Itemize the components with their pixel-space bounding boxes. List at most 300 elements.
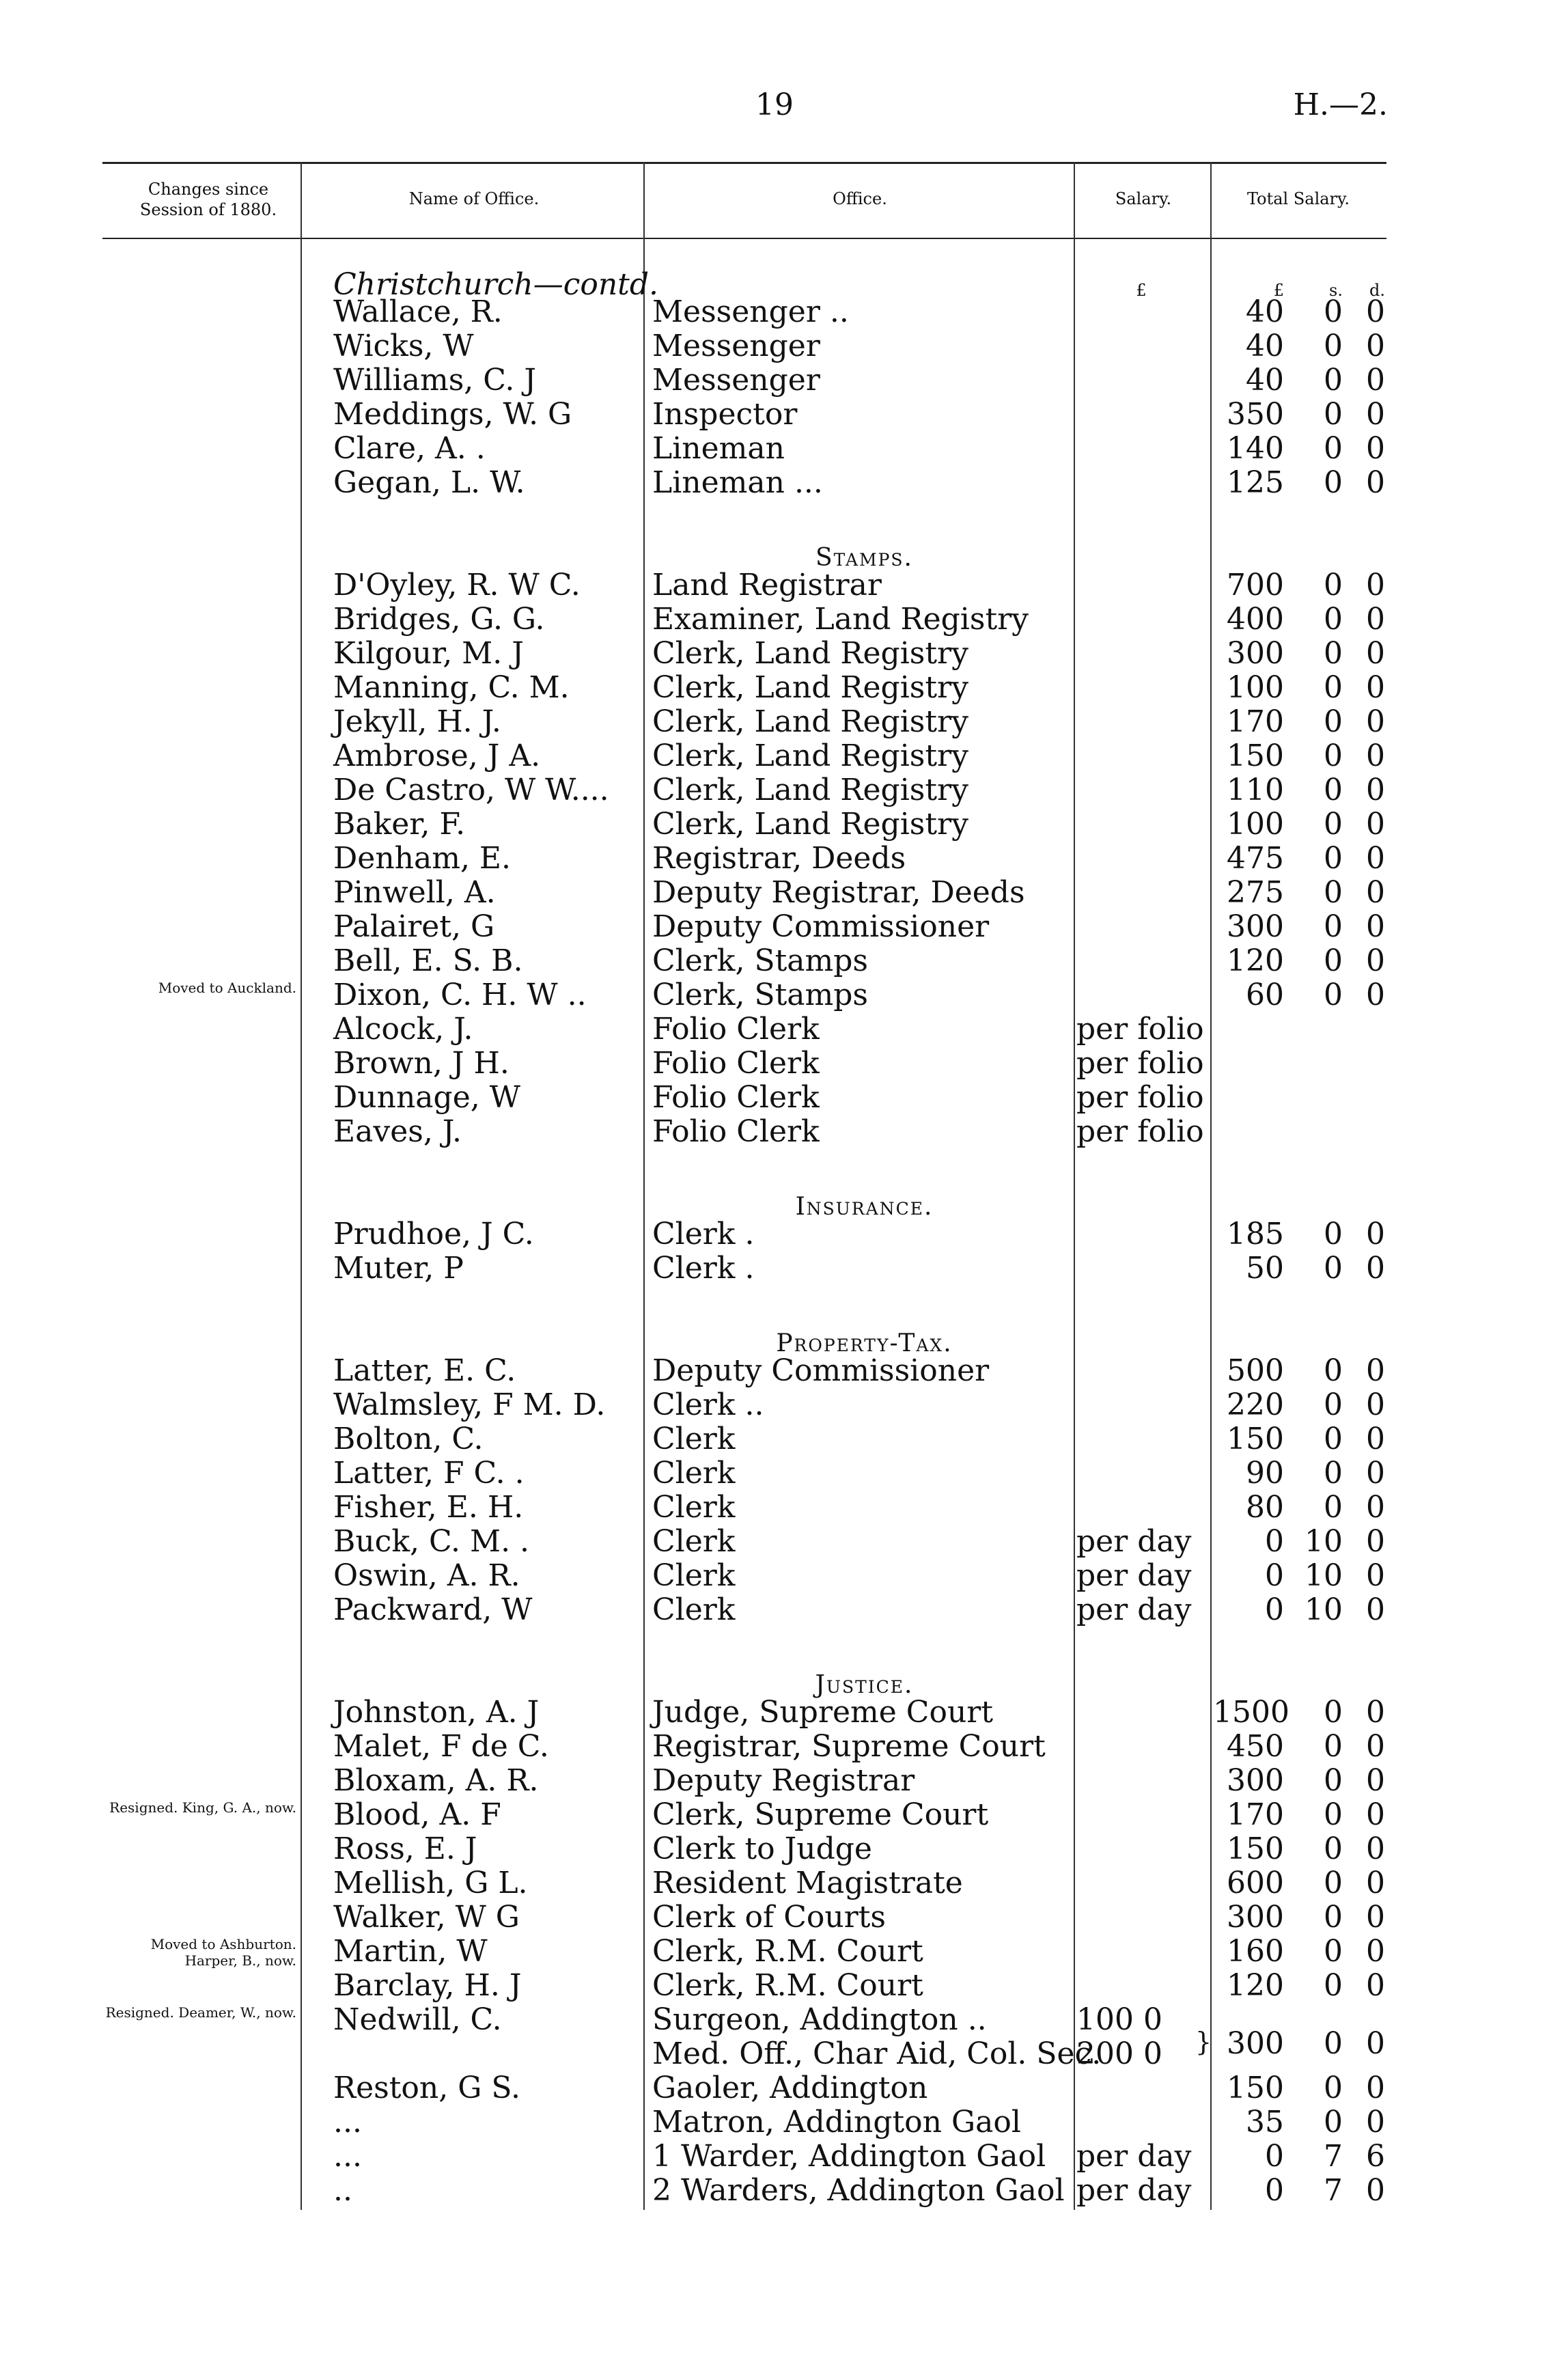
total-shillings: 0: [1324, 943, 1343, 978]
table-row: [0, 1969, 1549, 2003]
office-title: Clerk .: [652, 1251, 755, 1286]
office-title: Clerk: [652, 1490, 736, 1525]
office-holder-name: Meddings, W. G: [333, 397, 572, 432]
office-holder-name: Wallace, R.: [333, 294, 503, 329]
office-holder-name: Bloxam, A. R.: [333, 1763, 539, 1798]
total-pence: 0: [1366, 1831, 1385, 1866]
table-row: [0, 773, 1549, 807]
salary-value: per folio: [1076, 1080, 1204, 1115]
office-title: Messenger ..: [652, 294, 849, 329]
office-holder-name: Buck, C. M. .: [333, 1524, 530, 1559]
table-row: [0, 739, 1549, 773]
total-shillings: 0: [1324, 1831, 1343, 1866]
total-shillings: 10: [1304, 1558, 1343, 1593]
office-title: Clerk, Land Registry: [652, 807, 968, 842]
total-pence: 0: [1366, 1217, 1385, 1251]
pence-unit: d.: [1369, 281, 1385, 300]
header-top-rule: [102, 162, 1386, 164]
total-pence: 0: [1366, 294, 1385, 329]
office-title: Clerk .: [652, 1217, 755, 1251]
office-title: Folio Clerk: [652, 1114, 820, 1149]
header-changes-line1: Changes since: [148, 180, 269, 199]
office-holder-name: Palairet, G: [333, 909, 495, 944]
office-holder-name: Packward, W: [333, 1592, 533, 1627]
table-row: [0, 910, 1549, 944]
total-pence: 6: [1366, 2139, 1385, 2174]
office-title: Clerk, Stamps: [652, 978, 868, 1012]
table-row: [0, 1047, 1549, 1081]
office-holder-name: Pinwell, A.: [333, 875, 496, 910]
office-holder-name: Latter, E. C.: [333, 1353, 516, 1388]
total-shillings: 0: [1324, 1353, 1343, 1388]
office-title: Clerk, Land Registry: [652, 636, 968, 671]
section-justice: Justice.: [815, 1671, 914, 1699]
total-pounds: 100: [1227, 670, 1284, 705]
office-title: Folio Clerk: [652, 1080, 820, 1115]
shillings-unit: s.: [1329, 281, 1343, 300]
section-insurance: Insurance.: [795, 1193, 934, 1221]
total-pence: 0: [1366, 1592, 1385, 1627]
office-holder-name: Jekyll, H. J.: [333, 704, 501, 739]
total-pounds: 300: [1227, 909, 1284, 944]
header-changes-line2: Session of 1880.: [139, 200, 277, 219]
section-property-tax: Property-Tax.: [776, 1329, 953, 1357]
table-row: [0, 1866, 1549, 1900]
total-pence: 0: [1366, 1558, 1385, 1593]
total-pounds: 1500: [1213, 1695, 1289, 1730]
salary-value: per day: [1076, 1592, 1192, 1627]
total-shillings: 0: [1324, 363, 1343, 398]
salary-value: per day: [1076, 2173, 1192, 2208]
office-title: Clerk, Stamps: [652, 943, 868, 978]
total-shillings: 7: [1324, 2139, 1343, 2174]
table-row: [0, 1388, 1549, 1422]
office-title: Clerk: [652, 1592, 736, 1627]
total-pence: 0: [1366, 773, 1385, 807]
total-pounds: 150: [1227, 2071, 1284, 2105]
office-holder-name: ...: [333, 2139, 362, 2174]
page-ref: H.—2.: [1293, 87, 1388, 122]
office-holder-name: Gegan, L. W.: [333, 465, 525, 500]
table-row: [0, 944, 1549, 978]
office-title: 2 Warders, Addington Gaol: [652, 2173, 1065, 2208]
office-holder-name: Mellish, G L.: [333, 1866, 528, 1900]
total-pounds: 60: [1246, 978, 1284, 1012]
total-pence: 0: [1366, 1934, 1385, 1969]
table-row: [0, 637, 1549, 671]
total-pence: 0: [1366, 670, 1385, 705]
table-row: [0, 398, 1549, 432]
office-title: Med. Off., Char Aid, Col. Sec.: [652, 2036, 1102, 2071]
brace-icon: }: [1195, 2027, 1212, 2057]
table-row: [0, 1217, 1549, 1251]
office-holder-name: Williams, C. J: [333, 363, 536, 398]
page-number: 19: [755, 87, 794, 122]
pounds-unit: £: [1273, 281, 1284, 300]
total-pounds: 170: [1227, 704, 1284, 739]
total-pounds: 80: [1246, 1490, 1284, 1525]
office-title: Clerk ..: [652, 1387, 764, 1422]
total-pounds: 450: [1227, 1729, 1284, 1764]
total-pence: 0: [1366, 1456, 1385, 1491]
office-title: Deputy Registrar, Deeds: [652, 875, 1025, 910]
table-row: [0, 329, 1549, 363]
office-title: Deputy Commissioner: [652, 1353, 990, 1388]
total-pence: 0: [1366, 1968, 1385, 2003]
table-row: [0, 1012, 1549, 1047]
table-row: [0, 1491, 1549, 1525]
total-pence: 0: [1366, 568, 1385, 603]
total-shillings: 0: [1324, 1456, 1343, 1491]
header-bottom-rule: [102, 238, 1386, 239]
total-shillings: 0: [1324, 704, 1343, 739]
total-shillings: 0: [1324, 465, 1343, 500]
total-pence: 0: [1366, 1524, 1385, 1559]
total-shillings: 0: [1324, 875, 1343, 910]
table-row: [0, 432, 1549, 466]
table-row: [0, 1456, 1549, 1491]
office-title: Inspector: [652, 397, 798, 432]
office-holder-name: Bolton, C.: [333, 1422, 484, 1456]
total-pounds: 35: [1246, 2105, 1284, 2140]
total-pence: 0: [1366, 1387, 1385, 1422]
office-title: Clerk, Land Registry: [652, 670, 968, 705]
table-row: [0, 568, 1549, 603]
office-title: Examiner, Land Registry: [652, 602, 1029, 637]
table-row: [0, 1696, 1549, 1730]
office-title: Matron, Addington Gaol: [652, 2105, 1021, 2140]
table-row: [0, 978, 1549, 1012]
salary-value: per folio: [1076, 1012, 1204, 1047]
total-pounds: 275: [1227, 875, 1284, 910]
total-pounds: 125: [1227, 465, 1284, 500]
total-shillings: 0: [1324, 807, 1343, 842]
total-pence: 0: [1366, 978, 1385, 1012]
total-pence: 0: [1366, 431, 1385, 466]
table-row: [0, 1798, 1549, 1832]
office-title: Clerk, Supreme Court: [652, 1797, 989, 1832]
section-stamps: Stamps.: [815, 544, 913, 572]
total-shillings: 0: [1324, 1900, 1343, 1935]
total-shillings: 10: [1304, 1592, 1343, 1627]
office-title: Surgeon, Addington ..: [652, 2002, 987, 2037]
office-title: Clerk of Courts: [652, 1900, 887, 1935]
total-pence: 0: [1366, 1866, 1385, 1900]
total-pence: 0: [1366, 1251, 1385, 1286]
office-title: Lineman ...: [652, 465, 823, 500]
office-holder-name: Oswin, A. R.: [333, 1558, 520, 1593]
salary-value: per day: [1076, 1524, 1192, 1559]
total-pounds: 40: [1246, 363, 1284, 398]
office-holder-name: Walker, W G: [333, 1900, 520, 1935]
table-row: [0, 2071, 1549, 2105]
office-holder-name: Dunnage, W: [333, 1080, 520, 1115]
total-pounds: 700: [1227, 568, 1284, 603]
table-row: [0, 1525, 1549, 1559]
office-holder-name: Johnston, A. J: [333, 1695, 540, 1730]
total-pence: 0: [1366, 841, 1385, 876]
total-pounds: 300: [1227, 1900, 1284, 1935]
total-pounds: 90: [1246, 1456, 1284, 1491]
table-row: [0, 1935, 1549, 1969]
header-office: Office.: [833, 189, 887, 208]
total-shillings: 0: [1324, 1729, 1343, 1764]
total-shillings: 0: [1324, 602, 1343, 637]
total-pounds: 185: [1227, 1217, 1284, 1251]
total-pounds: 120: [1227, 943, 1284, 978]
total-shillings: 0: [1324, 1422, 1343, 1456]
office-title: Judge, Supreme Court: [652, 1695, 993, 1730]
total-pounds: 0: [1265, 1592, 1284, 1627]
office-title: Clerk, Land Registry: [652, 738, 968, 773]
total-pence: 0: [1366, 329, 1385, 363]
total-pounds: 300: [1227, 636, 1284, 671]
nedwill-total-row: [0, 2027, 1549, 2061]
total-pence: 0: [1366, 704, 1385, 739]
total-pounds: 150: [1227, 1831, 1284, 1866]
total-pounds: 0: [1265, 2139, 1284, 2174]
header-changes: [116, 179, 301, 220]
office-holder-name: Reston, G S.: [333, 2071, 520, 2105]
office-title: Messenger: [652, 363, 820, 398]
table-row: [0, 876, 1549, 910]
total-pence: 0: [1366, 1695, 1385, 1730]
total-pounds: 100: [1227, 807, 1284, 842]
office-holder-name: Muter, P: [333, 1251, 464, 1286]
total-pence: 0: [1366, 807, 1385, 842]
table-row: [0, 1422, 1549, 1456]
total-shillings: 0: [1324, 841, 1343, 876]
office-holder-name: Malet, F de C.: [333, 1729, 549, 1764]
table-row: [0, 1115, 1549, 1149]
office-holder-name: Manning, C. M.: [333, 670, 570, 705]
office-holder-name: Barclay, H. J: [333, 1968, 522, 2003]
office-holder-name: Latter, F C. .: [333, 1456, 525, 1491]
header-total-salary: Total Salary.: [1246, 189, 1350, 208]
table-row: [0, 1081, 1549, 1115]
table-row: [0, 363, 1549, 398]
total-pence: 0: [1366, 2105, 1385, 2140]
office-holder-name: Brown, J H.: [333, 1046, 510, 1081]
office-holder-name: Baker, F.: [333, 807, 466, 842]
office-holder-name: Prudhoe, J C.: [333, 1217, 534, 1251]
total-pence: 0: [1366, 738, 1385, 773]
total-pence: 0: [1366, 2071, 1385, 2105]
office-title: Folio Clerk: [652, 1012, 820, 1047]
office-title: Lineman: [652, 431, 785, 466]
total-shillings: 0: [1324, 329, 1343, 363]
total-shillings: 0: [1324, 1695, 1343, 1730]
total-pounds: 40: [1246, 329, 1284, 363]
salary-value: 200 0: [1076, 2036, 1162, 2071]
office-title: Registrar, Supreme Court: [652, 1729, 1046, 1764]
total-pounds: 350: [1227, 397, 1284, 432]
total-shillings: 0: [1324, 773, 1343, 807]
total-shillings: 0: [1324, 2026, 1343, 2061]
table-row: [0, 1764, 1549, 1798]
office-holder-name: Dixon, C. H. W ..: [333, 978, 587, 1012]
total-shillings: 0: [1324, 1251, 1343, 1286]
total-pounds: 140: [1227, 431, 1284, 466]
total-pounds: 0: [1265, 2173, 1284, 2208]
office-holder-name: Fisher, E. H.: [333, 1490, 524, 1525]
total-pence: 0: [1366, 2026, 1385, 2061]
total-pounds: 600: [1227, 1866, 1284, 1900]
total-pounds: 475: [1227, 841, 1284, 876]
office-holder-name: Martin, W: [333, 1934, 488, 1969]
office-holder-name: Eaves, J.: [333, 1114, 462, 1149]
total-shillings: 0: [1324, 1490, 1343, 1525]
office-holder-name: Ross, E. J: [333, 1831, 477, 1866]
office-holder-name: Clare, A. .: [333, 431, 486, 466]
total-shillings: 0: [1324, 636, 1343, 671]
total-pounds: 120: [1227, 1968, 1284, 2003]
total-pounds: 50: [1246, 1251, 1284, 1286]
table-row: [0, 807, 1549, 842]
office-title: Gaoler, Addington: [652, 2071, 928, 2105]
total-shillings: 0: [1324, 431, 1343, 466]
table-row: [0, 1832, 1549, 1866]
office-title: Registrar, Deeds: [652, 841, 906, 876]
table-row: [0, 1251, 1549, 1286]
total-shillings: 0: [1324, 1866, 1343, 1900]
total-pounds: 170: [1227, 1797, 1284, 1832]
total-pounds: 150: [1227, 1422, 1284, 1456]
total-pounds: 500: [1227, 1353, 1284, 1388]
total-shillings: 0: [1324, 397, 1343, 432]
office-title: Deputy Registrar: [652, 1763, 915, 1798]
office-holder-name: Walmsley, F M. D.: [333, 1387, 606, 1422]
table-row: [0, 1730, 1549, 1764]
office-title: 1 Warder, Addington Gaol: [652, 2139, 1046, 2174]
total-pounds: 0: [1265, 1524, 1284, 1559]
total-shillings: 0: [1324, 294, 1343, 329]
total-pence: 0: [1366, 943, 1385, 978]
table-row: [0, 2140, 1549, 2174]
total-shillings: 0: [1324, 738, 1343, 773]
change-note: Moved to Auckland.: [158, 980, 296, 996]
office-title: Clerk, R.M. Court: [652, 1934, 923, 1969]
total-shillings: 0: [1324, 568, 1343, 603]
office-holder-name: Nedwill, C.: [333, 2002, 502, 2037]
total-shillings: 0: [1324, 2105, 1343, 2140]
total-pounds: 300: [1227, 1763, 1284, 1798]
salary-value: 100 0: [1076, 2002, 1162, 2037]
total-shillings: 0: [1324, 1934, 1343, 1969]
total-pence: 0: [1366, 1900, 1385, 1935]
total-pence: 0: [1366, 397, 1385, 432]
change-note: Resigned. Deamer, W., now.: [105, 2004, 296, 2021]
salary-value: per folio: [1076, 1114, 1204, 1149]
table-row: [0, 2174, 1549, 2208]
total-pence: 0: [1366, 1490, 1385, 1525]
total-shillings: 0: [1324, 1387, 1343, 1422]
table-row: [0, 466, 1549, 500]
table-row: [0, 295, 1549, 329]
table-row: [0, 671, 1549, 705]
table-row: [0, 705, 1549, 739]
total-pounds: 110: [1227, 773, 1284, 807]
office-title: Resident Magistrate: [652, 1866, 963, 1900]
total-shillings: 7: [1324, 2173, 1343, 2208]
office-title: Clerk: [652, 1456, 736, 1491]
office-holder-name: D'Oyley, R. W C.: [333, 568, 581, 603]
total-shillings: 10: [1304, 1524, 1343, 1559]
office-holder-name: ..: [333, 2173, 352, 2208]
total-pounds: 0: [1265, 1558, 1284, 1593]
total-pence: 0: [1366, 363, 1385, 398]
office-title: Clerk, Land Registry: [652, 704, 968, 739]
header-salary: Salary.: [1115, 189, 1172, 208]
total-shillings: 0: [1324, 1968, 1343, 2003]
office-title: Land Registrar: [652, 568, 882, 603]
salary-value: per day: [1076, 2139, 1192, 2174]
total-pence: 0: [1366, 602, 1385, 637]
total-shillings: 0: [1324, 909, 1343, 944]
office-holder-name: Alcock, J.: [333, 1012, 473, 1047]
salary-unit: £: [1136, 281, 1147, 300]
office-holder-name: Denham, E.: [333, 841, 512, 876]
office-title: Clerk: [652, 1422, 736, 1456]
office-holder-name: Ambrose, J A.: [333, 738, 541, 773]
office-holder-name: Bell, E. S. B.: [333, 943, 523, 978]
table-row: [0, 1593, 1549, 1627]
total-pounds: 150: [1227, 738, 1284, 773]
total-shillings: 0: [1324, 1763, 1343, 1798]
total-pounds: 40: [1246, 294, 1284, 329]
office-title: Clerk: [652, 1524, 736, 1559]
total-pence: 0: [1366, 636, 1385, 671]
total-shillings: 0: [1324, 978, 1343, 1012]
total-pence: 0: [1366, 875, 1385, 910]
salary-value: per folio: [1076, 1046, 1204, 1081]
total-pence: 0: [1366, 909, 1385, 944]
office-title: Clerk to Judge: [652, 1831, 872, 1866]
change-note: Moved to Ashburton. Harper, B., now.: [150, 1936, 296, 1969]
office-title: Clerk: [652, 1558, 736, 1593]
continuation-heading: Christchurch—contd.: [333, 267, 659, 302]
table-row: [0, 1559, 1549, 1593]
office-title: Deputy Commissioner: [652, 909, 990, 944]
office-title: Clerk, Land Registry: [652, 773, 968, 807]
total-pence: 0: [1366, 1763, 1385, 1798]
total-pence: 0: [1366, 1729, 1385, 1764]
total-pounds: 300: [1227, 2026, 1284, 2061]
total-pence: 0: [1366, 1797, 1385, 1832]
office-holder-name: Kilgour, M. J: [333, 636, 524, 671]
total-pounds: 160: [1227, 1934, 1284, 1969]
total-shillings: 0: [1324, 2071, 1343, 2105]
total-pounds: 220: [1227, 1387, 1284, 1422]
office-holder-name: De Castro, W W....: [333, 773, 609, 807]
total-pence: 0: [1366, 465, 1385, 500]
total-pounds: 400: [1227, 602, 1284, 637]
table-row: [0, 1354, 1549, 1388]
office-title: Messenger: [652, 329, 820, 363]
header-name: Name of Office.: [408, 189, 540, 208]
change-note: Resigned. King, G. A., now.: [109, 1799, 296, 1816]
total-shillings: 0: [1324, 1217, 1343, 1251]
table-row: [0, 2105, 1549, 2140]
table-row: [0, 842, 1549, 876]
total-pence: 0: [1366, 1422, 1385, 1456]
total-pence: 0: [1366, 1353, 1385, 1388]
total-shillings: 0: [1324, 670, 1343, 705]
total-shillings: 0: [1324, 1797, 1343, 1832]
office-holder-name: ...: [333, 2105, 362, 2140]
office-title: Folio Clerk: [652, 1046, 820, 1081]
table-row: [0, 1900, 1549, 1935]
